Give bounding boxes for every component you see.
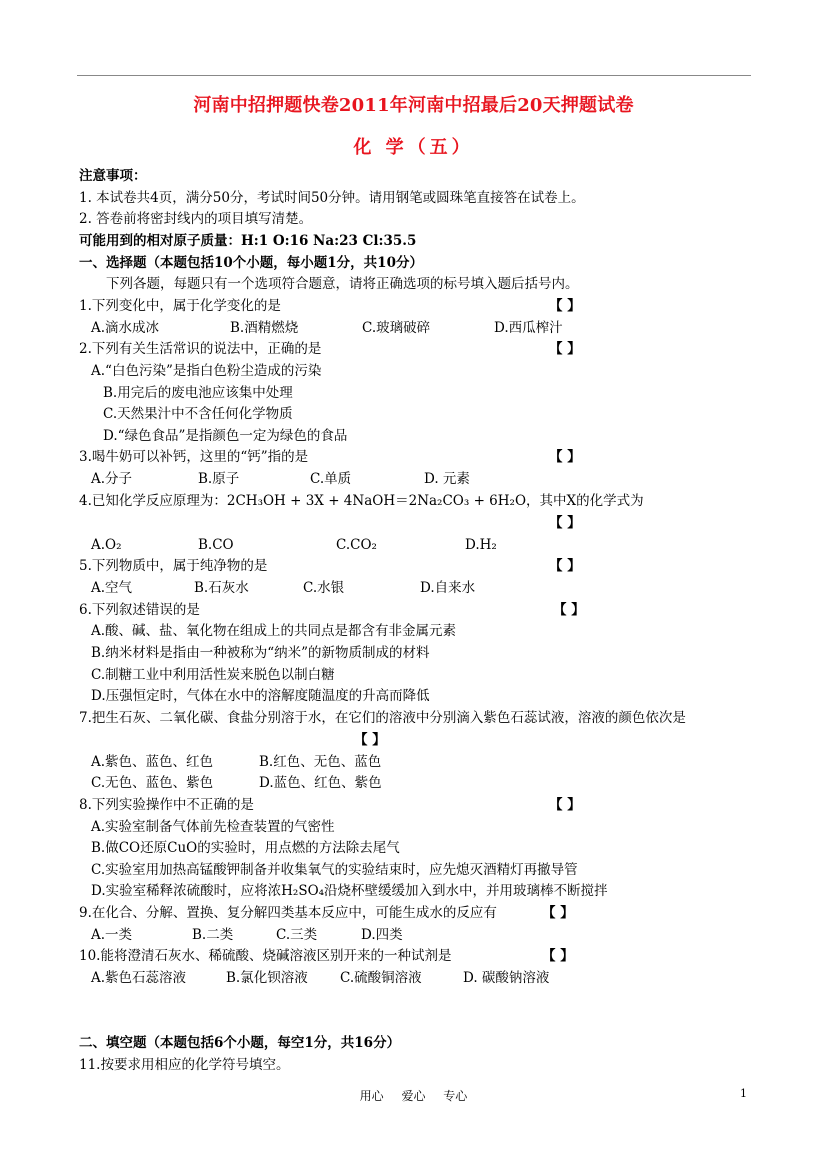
option: C.天然果汁中不含任何化学物质 [103, 406, 293, 422]
section1-heading: 一、选择题（本题包括10个小题，每小题1分，共10分） [79, 255, 423, 271]
option: C.实验室用加热高锰酸钾制备并收集氧气的实验结束时，应先熄灭酒精灯再撤导管 [91, 862, 578, 878]
question-stem: 5.下列物质中，属于纯净物的是 [79, 558, 268, 574]
option: C.无色、蓝色、紫色 [91, 775, 214, 791]
answer-bracket: 【 】 [549, 515, 581, 531]
note-item: 2. 答卷前将密封线内的项目填写清楚。 [79, 211, 313, 227]
answer-bracket: 【 】 [549, 558, 581, 574]
option: A.滴水成冰 [91, 320, 160, 336]
option: C.制糖工业中利用活性炭来脱色以制白糖 [91, 667, 335, 683]
answer-bracket: 【 】 [549, 341, 581, 357]
option: A.紫色、蓝色、红色 [91, 754, 214, 770]
option: D. 碳酸钠溶液 [463, 970, 550, 986]
answer-bracket: 【 】 [542, 905, 574, 921]
option: B.酒精燃烧 [230, 320, 299, 336]
option: B.CO [198, 537, 234, 553]
option: D.“绿色食品”是指颜色一定为绿色的食品 [103, 428, 348, 444]
option: B.做CO还原CuO的实验时，用点燃的方法除去尾气 [91, 840, 400, 856]
option: C.硫酸铜溶液 [340, 970, 422, 986]
question-stem: 9.在化合、分解、置换、复分解四类基本反应中，可能生成水的反应有 [79, 905, 497, 921]
option: B.石灰水 [194, 580, 249, 596]
answer-bracket: 【 】 [549, 797, 581, 813]
option: C.水银 [303, 580, 345, 596]
question-stem: 7.把生石灰、二氧化碳、食盐分别溶于水，在它们的溶液中分别滴入紫色石蕊试液，溶液的颜色依次是 [79, 710, 686, 726]
question-stem: 2.下列有关生活常识的说法中，正确的是 [79, 341, 322, 357]
option: D.压强恒定时，气体在水中的溶解度随温度的升高而降低 [91, 688, 430, 704]
atomic-masses: 可能用到的相对原子质量：H:1 O:16 Na:23 Cl:35.5 [79, 233, 417, 249]
option: A.紫色石蕊溶液 [91, 970, 187, 986]
option: B.纳米材料是指由一种被称为“纳米”的新物质制成的材料 [91, 645, 430, 661]
option: D.自来水 [420, 580, 476, 596]
header-rule [77, 75, 751, 76]
option: D.西瓜榨汁 [494, 320, 563, 336]
section2-heading: 二、填空题（本题包括6个小题，每空1分，共16分） [79, 1035, 401, 1051]
page-footer: 用心 爱心 专心 [359, 1089, 468, 1103]
option: A.“白色污染”是指白色粉尘造成的污染 [91, 363, 322, 379]
question-stem: 8.下列实验操作中不正确的是 [79, 797, 254, 813]
note-item: 1. 本试卷共4页，满分50分，考试时间50分钟。请用钢笔或圆珠笔直接答在试卷上。 [79, 190, 585, 206]
option: B.氯化钡溶液 [226, 970, 308, 986]
question-stem: 3.喝牛奶可以补钙，这里的“钙”指的是 [79, 449, 309, 465]
answer-bracket: 【 】 [354, 732, 386, 748]
option: A.O₂ [91, 537, 122, 553]
page-number: 1 [740, 1087, 747, 1100]
option: D.实验室稀释浓硫酸时，应将浓H₂SO₄沿烧杯壁缓缓加入到水中，并用玻璃棒不断搅拌 [91, 883, 608, 899]
question-stem: 10.能将澄清石灰水、稀硫酸、烧碱溶液区别开来的一种试剂是 [79, 948, 452, 964]
option: C.单质 [310, 471, 352, 487]
exam-title: 河南中招押题快卷2011年河南中招最后20天押题试卷 [193, 95, 634, 116]
answer-bracket: 【 】 [549, 298, 581, 314]
option: D.四类 [361, 927, 403, 943]
answer-bracket: 【 】 [553, 602, 585, 618]
question-stem: 11.按要求用相应的化学符号填空。 [79, 1057, 290, 1073]
answer-bracket: 【 】 [549, 449, 581, 465]
exam-subtitle: 化 学（五） [353, 137, 474, 158]
option: A.实验室制备气体前先检查装置的气密性 [91, 819, 335, 835]
question-stem: 4.已知化学反应原理为：2CH₃OH + 3X + 4NaOH＝2Na₂CO₃ + 6H₂O，其中X的化学式为 [79, 493, 644, 509]
question-stem: 6.下列叙述错误的是 [79, 602, 200, 618]
option: B.红色、无色、蓝色 [259, 754, 382, 770]
option: B.二类 [192, 927, 234, 943]
option: D. 元素 [424, 471, 470, 487]
option: D.H₂ [465, 537, 497, 553]
option: B.用完后的废电池应该集中处理 [103, 385, 293, 401]
option: A.一类 [91, 927, 133, 943]
option: C.三类 [276, 927, 318, 943]
notes-heading: 注意事项： [79, 168, 147, 184]
option: D.蓝色、红色、紫色 [259, 775, 382, 791]
question-stem: 1.下列变化中，属于化学变化的是 [79, 298, 281, 314]
option: A.酸、碱、盐、氧化物在组成上的共同点是都含有非金属元素 [91, 623, 457, 639]
option: A.分子 [91, 471, 133, 487]
option: C.CO₂ [336, 537, 377, 553]
option: A.空气 [91, 580, 133, 596]
answer-bracket: 【 】 [542, 948, 574, 964]
option: C.玻璃破碎 [362, 320, 431, 336]
section1-instruction: 下列各题，每题只有一个选项符合题意，请将正确选项的标号填入题后括号内。 [106, 276, 579, 292]
option: B.原子 [198, 471, 240, 487]
